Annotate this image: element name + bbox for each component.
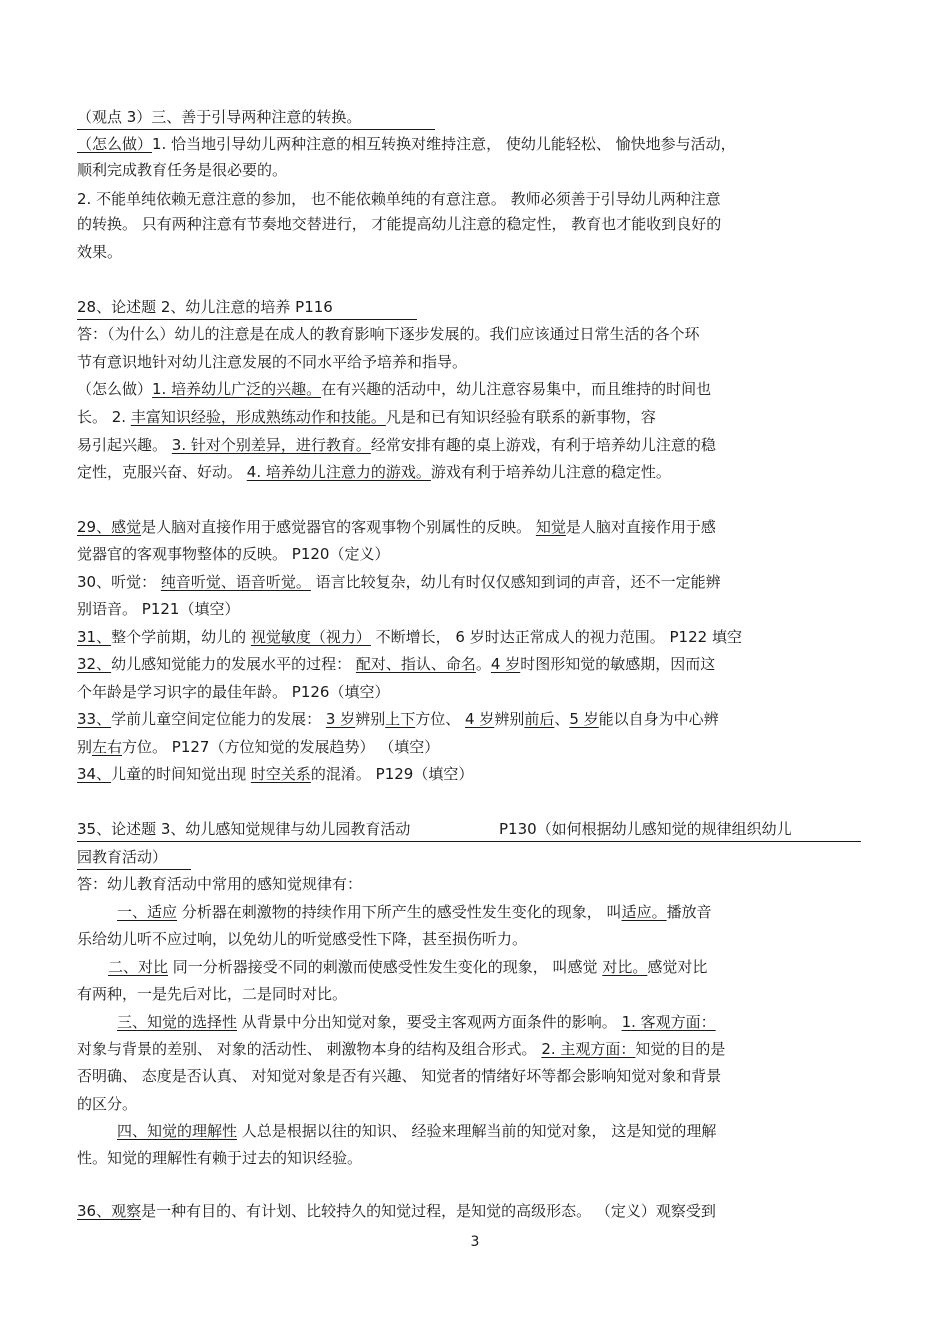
text-span: 辨别 xyxy=(494,710,525,728)
text-line xyxy=(77,845,191,869)
key-point: 3 岁 xyxy=(325,710,356,728)
text-span: 学前儿童空间定位能力的发展： xyxy=(111,710,326,728)
term: 知觉 xyxy=(535,518,566,536)
question-heading: 35、论述题 3、幼儿感知觉规律与幼儿园教育活动 xyxy=(77,817,499,842)
text-line: 乐给幼儿听不应过响，以免幼儿的听觉感受性下降，甚至损伤听力。 xyxy=(77,930,528,948)
text-span: 是人脑对直接作用于感觉器官的客观事物个别属性的反映。 xyxy=(141,518,536,536)
text-span: 感觉对比 xyxy=(647,958,708,976)
text-span: 对象与背景的差别、 对象的活动性、 刺激物本身的结构及组合形式。 xyxy=(77,1040,542,1058)
how-label: （怎么做） xyxy=(77,135,153,153)
text-span: 定性，克服兴奋、好动。 xyxy=(77,463,247,481)
text-span: 长。 2. xyxy=(77,408,131,426)
text-line: 的转换。 只有两种注意有节奏地交替进行， 才能提高幼儿注意的稳定性， 教育也才能收到良好的 xyxy=(77,215,722,233)
text-span: 整个学前期，幼儿的 xyxy=(111,628,251,646)
text-span: 是人脑对直接作用于感 xyxy=(565,518,716,536)
key-point: 1. 培养幼儿广泛的兴趣。 xyxy=(152,380,322,398)
key-point: 1. 客观方面： xyxy=(621,1013,716,1031)
text-line: 效果。 xyxy=(77,243,123,261)
key-point: 3. 针对个别差异，进行教育。 xyxy=(171,436,371,454)
question-heading: P130（如何根据幼儿感知觉的规律组织幼儿 xyxy=(499,817,861,842)
question-heading: 园教育活动） xyxy=(77,845,191,870)
page-number: 3 xyxy=(470,1234,480,1250)
text-span: （怎么做） xyxy=(77,380,153,398)
key-point: 丰富知识经验，形成熟练动作和技能。 xyxy=(130,408,386,426)
text-line xyxy=(77,295,417,319)
term: 29、感觉 xyxy=(77,518,142,536)
text-line: 节有意识地针对幼儿注意发展的不同水平给予培养和指导。 xyxy=(77,353,468,371)
text-span: 在有兴趣的活动中，幼儿注意容易集中，而且维持的时间也 xyxy=(321,380,712,398)
key-point: 2. 主观方面： xyxy=(541,1040,636,1058)
item-number: 32、 xyxy=(77,655,112,673)
text-line xyxy=(77,1037,725,1061)
text-line xyxy=(77,707,719,731)
text-line xyxy=(77,132,736,156)
text-span: 别 xyxy=(77,738,93,756)
text-span: 幼儿感知觉能力的发展水平的过程： xyxy=(111,655,356,673)
key-point: 视觉敏度（视力） xyxy=(250,628,371,646)
text-span: 的混淆。 P129（填空） xyxy=(310,765,474,783)
text-line xyxy=(77,405,656,429)
key-point: 左右 xyxy=(92,738,123,756)
text-line xyxy=(77,762,473,786)
text-span: 凡是和已有知识经验有联系的新事物，容 xyxy=(385,408,656,426)
text-line xyxy=(77,515,716,539)
text-line xyxy=(77,652,715,676)
text-line xyxy=(77,460,671,484)
text-span: 知觉的目的是 xyxy=(635,1040,726,1058)
text-line xyxy=(117,1119,716,1143)
text-line: 的区分。 xyxy=(77,1095,138,1113)
text-line xyxy=(108,955,707,979)
text-span: 同一分析器接受不同的刺激而使感受性发生变化的现象， 叫感觉 xyxy=(168,958,603,976)
key-point: 纯音听觉、语音听觉。 xyxy=(160,573,311,591)
item-number: 33、 xyxy=(77,710,112,728)
key-point: 4 岁 xyxy=(465,710,495,728)
text-span: 30、听觉： xyxy=(77,573,161,591)
key-point: 时空关系 xyxy=(250,765,311,783)
term: 36、观察 xyxy=(77,1202,142,1220)
text-line xyxy=(117,900,712,924)
text-span: 播放音 xyxy=(666,903,712,921)
term: 对比。 xyxy=(602,958,648,976)
text-line xyxy=(77,817,861,841)
text-span: 能以自身为中心辨 xyxy=(598,710,719,728)
term: 三、知觉的选择性 xyxy=(117,1013,238,1031)
text-span: 分析器在刺激物的持续作用下所产生的感受性发生变化的现象， 叫 xyxy=(177,903,622,921)
term: 四、知觉的理解性 xyxy=(117,1122,238,1140)
text-line xyxy=(77,433,716,457)
section-heading: （观点 3）三、善于引导两种注意的转换。 xyxy=(77,105,435,130)
text-line xyxy=(117,1010,716,1034)
key-point: 4 岁 xyxy=(490,655,521,673)
text-line xyxy=(77,377,711,401)
text-span: 从背景中分出知觉对象，要受主客观两方面条件的影响。 xyxy=(237,1013,622,1031)
question-heading: 28、论述题 2、幼儿注意的培养 P116 xyxy=(77,295,417,320)
term: 二、对比 xyxy=(108,958,169,976)
text-span: 、 xyxy=(554,710,570,728)
text-span: 时图形知觉的敏感期，因而这 xyxy=(520,655,716,673)
text-span: 易引起兴趣。 xyxy=(77,436,172,454)
text-line: 答：（为什么）幼儿的注意是在成人的教育影响下逐步发展的。我们应该通过日常生活的各个环 xyxy=(77,325,700,343)
text-span: 辨别 xyxy=(355,710,386,728)
key-point: 上下 xyxy=(385,710,416,728)
text-line: 答：幼儿教育活动中常用的感知觉规律有： xyxy=(77,875,363,893)
text-span: 1. 恰当地引导幼儿两种注意的相互转换对维持注意， 使幼儿能轻松、 愉快地参与活动， xyxy=(152,135,736,153)
text-span: 经常安排有趣的桌上游戏，有利于培养幼儿注意的稳 xyxy=(370,436,716,454)
text-span: 方位、 xyxy=(415,710,465,728)
text-span: 儿童的时间知觉出现 xyxy=(111,765,251,783)
term: 一、适应 xyxy=(117,903,178,921)
text-span: 游戏有利于培养幼儿注意的稳定性。 xyxy=(430,463,671,481)
text-line: 2. 不能单纯依赖无意注意的参加， 也不能依赖单纯的有意注意。 教师必须善于引导幼儿两种注意 xyxy=(77,190,721,208)
term: 适应。 xyxy=(621,903,667,921)
key-point: 4. 培养幼儿注意力的游戏。 xyxy=(246,463,431,481)
text-line: 有两种，一是先后对比，二是同时对比。 xyxy=(77,985,348,1003)
text-line xyxy=(77,625,742,649)
text-line: 觉器官的客观事物整体的反映。 P120（定义） xyxy=(77,545,390,563)
text-line: 别语音。 P121（填空） xyxy=(77,600,240,618)
key-point: 配对、指认、命名 xyxy=(355,655,476,673)
text-span: 不断增长， 6 岁时达正常成人的视力范围。 P122 填空 xyxy=(370,628,742,646)
text-span: 方位。 P127（方位知觉的发展趋势） （填空） xyxy=(122,738,440,756)
item-number: 31、 xyxy=(77,628,112,646)
text-line: 个年龄是学习识字的最佳年龄。 P126（填空） xyxy=(77,683,390,701)
text-line xyxy=(77,1199,716,1223)
text-span: 语言比较复杂，幼儿有时仅仅感知到词的声音，还不一定能辨 xyxy=(310,573,721,591)
text-span: 是一种有目的、有计划、比较持久的知觉过程，是知觉的高级形态。 （定义）观察受到 xyxy=(141,1202,716,1220)
text-line xyxy=(77,570,721,594)
text-line xyxy=(77,105,435,129)
key-point: 5 岁 xyxy=(569,710,599,728)
text-span: 人总是根据以往的知识、 经验来理解当前的知觉对象， 这是知觉的理解 xyxy=(237,1122,717,1140)
text-line: 顺利完成教育任务是很必要的。 xyxy=(77,161,288,179)
text-span: 。 xyxy=(475,655,491,673)
item-number: 34、 xyxy=(77,765,112,783)
text-line xyxy=(77,735,439,759)
text-line: 否明确、 态度是否认真、 对知觉对象是否有兴趣、 知觉者的情绪好坏等都会影响知觉对象和背景 xyxy=(77,1067,722,1085)
key-point: 前后 xyxy=(524,710,555,728)
text-line: 性。知觉的理解性有赖于过去的知识经验。 xyxy=(77,1149,363,1167)
